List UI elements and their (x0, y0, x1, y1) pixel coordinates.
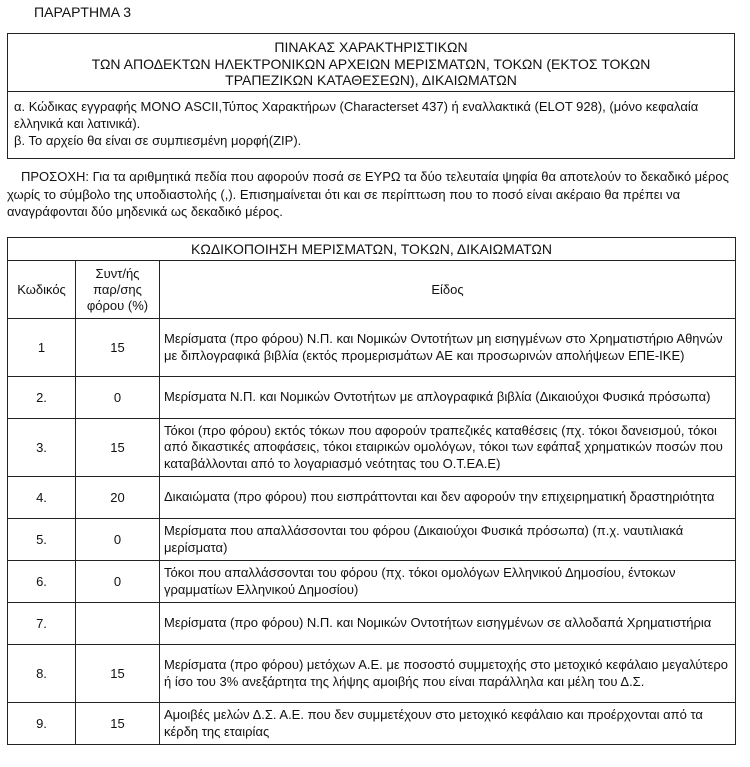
table-row (8, 319, 736, 377)
row-rate: 20 (76, 477, 160, 519)
row-code: 2. (8, 377, 76, 419)
spec-item-b: β. Το αρχείο θα είναι σε συμπιεσμένη μορφή(ZIP). (14, 133, 302, 148)
table-row (8, 703, 736, 745)
row-desc: Αμοιβές μελών Δ.Σ. Α.Ε. που δεν συμμετέχουν στο μετοχικό κεφάλαιο και προέρχονται από τα κέρδη της εταιρίας (160, 703, 736, 745)
table-row (8, 477, 736, 519)
row-code: 1 (8, 319, 76, 377)
appendix-label: ΠΑΡΑΡΤΗΜΑ 3 (34, 4, 131, 20)
row-rate: 0 (76, 377, 160, 419)
row-code: 8. (8, 645, 76, 703)
table-row (8, 603, 736, 645)
warning-note (7, 168, 735, 221)
row-rate: 15 (76, 319, 160, 377)
header-code: Κωδικός (8, 261, 76, 319)
header-desc: Είδος (160, 261, 736, 319)
row-rate: 15 (76, 645, 160, 703)
coding-table (7, 237, 736, 745)
table-row (8, 645, 736, 703)
table-header-row (8, 261, 736, 319)
row-code: 6. (8, 561, 76, 603)
specifications-body (8, 92, 734, 149)
table-title: ΚΩΔΙΚΟΠΟΙΗΣΗ ΜΕΡΙΣΜΑΤΩΝ, ΤΟΚΩΝ, ΔΙΚΑΙΩΜΑΤΩΝ (8, 238, 736, 261)
row-desc: Μερίσματα (προ φόρου) μετόχων Α.Ε. με ποσοστό συμμετοχής στο μετοχικό κεφάλαιο μεγαλύτερο ή ίσο του 3% ανεξάρτητα της λήψης αμοιβής που είναι παράλληλα και μέλη του Δ.Σ. (160, 645, 736, 703)
table-row (8, 419, 736, 477)
specifications-title (8, 34, 734, 92)
warning-text: ΠΡΟΣΟΧΗ: Για τα αριθμητικά πεδία που αφορούν ποσά σε ΕΥΡΩ τα δύο τελευταία ψηφία θα αποτελούν το δεκαδικό μέρος χωρίς το σύμβολο της υποδιαστολής (,). Επισημαίνεται ότι και σε περίπτωση που το ποσό είναι ακέραιο θα πρέπει να αναγράφονται δύο μηδενικά ως δεκαδικό μέρος. (7, 169, 729, 219)
row-desc: Τόκοι (προ φόρου) εκτός τόκων που αφορούν τραπεζικές καταθέσεις (πχ. τόκοι δανεισμού, τόκοι από δικαστικές αποφάσεις, τόκοι εταιρικών ομολόγων, τόκοι των εφάπαξ χρηματικών ποσών που καταβάλλονται από το λογαριασμό νεότητας του Ο.Τ.ΕΑ.Ε) (160, 419, 736, 477)
row-code: 5. (8, 519, 76, 561)
row-rate: 0 (76, 519, 160, 561)
table-title-row (8, 238, 736, 261)
header-rate-text: Συντ/ής παρ/σης φόρου (%) (86, 265, 149, 313)
table-row (8, 561, 736, 603)
title-line: ΠΙΝΑΚΑΣ ΧΑΡΑΚΤΗΡΙΣΤΙΚΩΝ (274, 39, 468, 55)
title-line: ΤΡΑΠΕΖΙΚΩΝ ΚΑΤΑΘΕΣΕΩΝ), ΔΙΚΑΙΩΜΑΤΩΝ (225, 72, 517, 88)
table-row (8, 519, 736, 561)
row-rate (76, 603, 160, 645)
row-rate: 15 (76, 419, 160, 477)
row-code: 7. (8, 603, 76, 645)
row-code: 4. (8, 477, 76, 519)
row-code: 3. (8, 419, 76, 477)
row-rate: 0 (76, 561, 160, 603)
row-desc: Τόκοι που απαλλάσσονται του φόρου (πχ. τόκοι ομολόγων Ελληνικού Δημοσίου, έντοκων γραμματίων Ελληνικού Δημοσίου) (160, 561, 736, 603)
row-desc: Μερίσματα Ν.Π. και Νομικών Οντοτήτων με απλογραφικά βιβλία (Δικαιούχοι Φυσικά πρόσωπα) (160, 377, 736, 419)
title-line: ΤΩΝ ΑΠΟΔΕΚΤΩΝ ΗΛΕΚΤΡΟΝΙΚΩΝ ΑΡΧΕΙΩΝ ΜΕΡΙΣΜΑΤΩΝ, ΤΟΚΩΝ (ΕΚΤΟΣ ΤΟΚΩΝ (91, 55, 651, 72)
spec-item-a: α. Κώδικας εγγραφής ΜΟΝΟ ASCII,Τύπος Χαρακτήρων (Characterset 437) ή εναλλακτικά (ELOT 928), (μόνο κεφαλαία ελληνικά και λατινικά). (14, 99, 699, 131)
row-code: 9. (8, 703, 76, 745)
table-row (8, 377, 736, 419)
row-rate: 15 (76, 703, 160, 745)
specifications-box (7, 33, 735, 159)
header-rate (76, 261, 160, 319)
row-desc: Μερίσματα (προ φόρου) Ν.Π. και Νομικών Οντοτήτων εισηγμένων σε αλλοδαπά Χρηματιστήρια (160, 603, 736, 645)
row-desc: Μερίσματα που απαλλάσσονται του φόρου (Δικαιούχοι Φυσικά πρόσωπα) (π.χ. ναυτιλιακά μερίσματα) (160, 519, 736, 561)
row-desc: Δικαιώματα (προ φόρου) που εισπράττονται και δεν αφορούν την επιχειρηματική δραστηριότητα (160, 477, 736, 519)
row-desc: Μερίσματα (προ φόρου) Ν.Π. και Νομικών Οντοτήτων μη εισηγμένων στο Χρηματιστήριο Αθηνών με διπλογραφικά βιβλία (εκτός προμερισμάτων ΑΕ και προσωρινών απολήψεων ΕΠΕ-ΙΚΕ) (160, 319, 736, 377)
